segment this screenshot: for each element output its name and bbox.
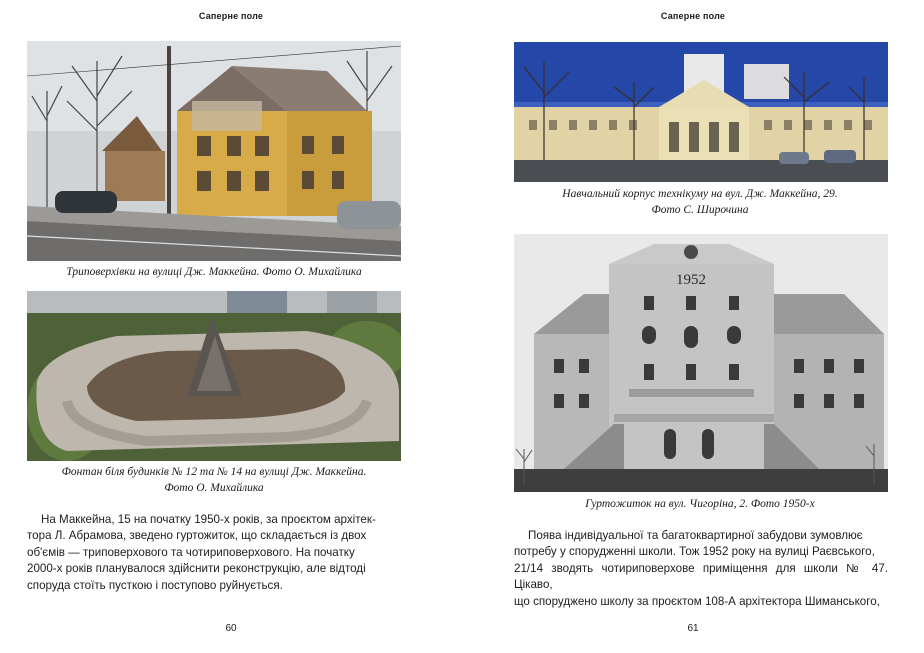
caption-line: Фото О. Михайлика — [164, 482, 264, 494]
running-head: Саперне поле — [198, 11, 264, 21]
facade-year: 1952 — [676, 272, 706, 288]
text-line: 21/14 зводять чотириповерхове приміщення для школи № 47. Цікаво, — [514, 561, 888, 592]
page-number: 61 — [687, 623, 699, 634]
text-line: об'ємів — триповерхового та чотириповерхового. На початку — [27, 545, 355, 559]
photo-caption: Триповерхівки на вулиці Дж. Маккейна. Фото О. Михайлика — [66, 266, 362, 278]
photo-dormitory-1950s — [514, 234, 888, 492]
page-number: 60 — [225, 623, 237, 634]
text-line: потребу у спорудженні школи. Тож 1952 року на вулиці Раєвського, — [514, 545, 875, 559]
caption-line: Навчальний корпус технікуму на вул. Дж. Маккейна, 29. — [562, 188, 838, 200]
photo-three-storey-houses — [27, 41, 401, 261]
body-paragraph — [27, 512, 401, 594]
text-line: споруда стоїть пусткою і поступово руйнується. — [27, 578, 283, 592]
photo-caption: Гуртожиток на вул. Чигоріна, 2. Фото 1950-х — [585, 498, 815, 510]
photo-caption — [510, 186, 890, 218]
photo-fountain — [27, 291, 401, 461]
text-line: тора Л. Абрамова, зведено гуртожиток, що складається із двох — [27, 529, 367, 543]
photo-caption — [24, 464, 404, 496]
photo-technical-school — [514, 42, 888, 182]
text-line: 2000-х років планувалося здійснити реконструкцію, але відтоді — [27, 562, 366, 576]
text-line: що споруджено школу за проєктом 108-А архітектора Шиманського, — [514, 594, 880, 608]
text-line: Поява індивідуальної та багатоквартирної забудови зумовлює — [528, 529, 863, 542]
caption-line: Фото С. Широчина — [651, 204, 749, 216]
body-paragraph — [514, 528, 888, 610]
text-line: На Маккейна, 15 на початку 1950-х років, за проєктом архітек- — [41, 513, 376, 526]
right-page — [462, 0, 924, 653]
running-head: Саперне поле — [660, 11, 726, 21]
caption-line: Фонтан біля будинків № 12 та № 14 на вулиці Дж. Маккейна. — [61, 466, 367, 478]
